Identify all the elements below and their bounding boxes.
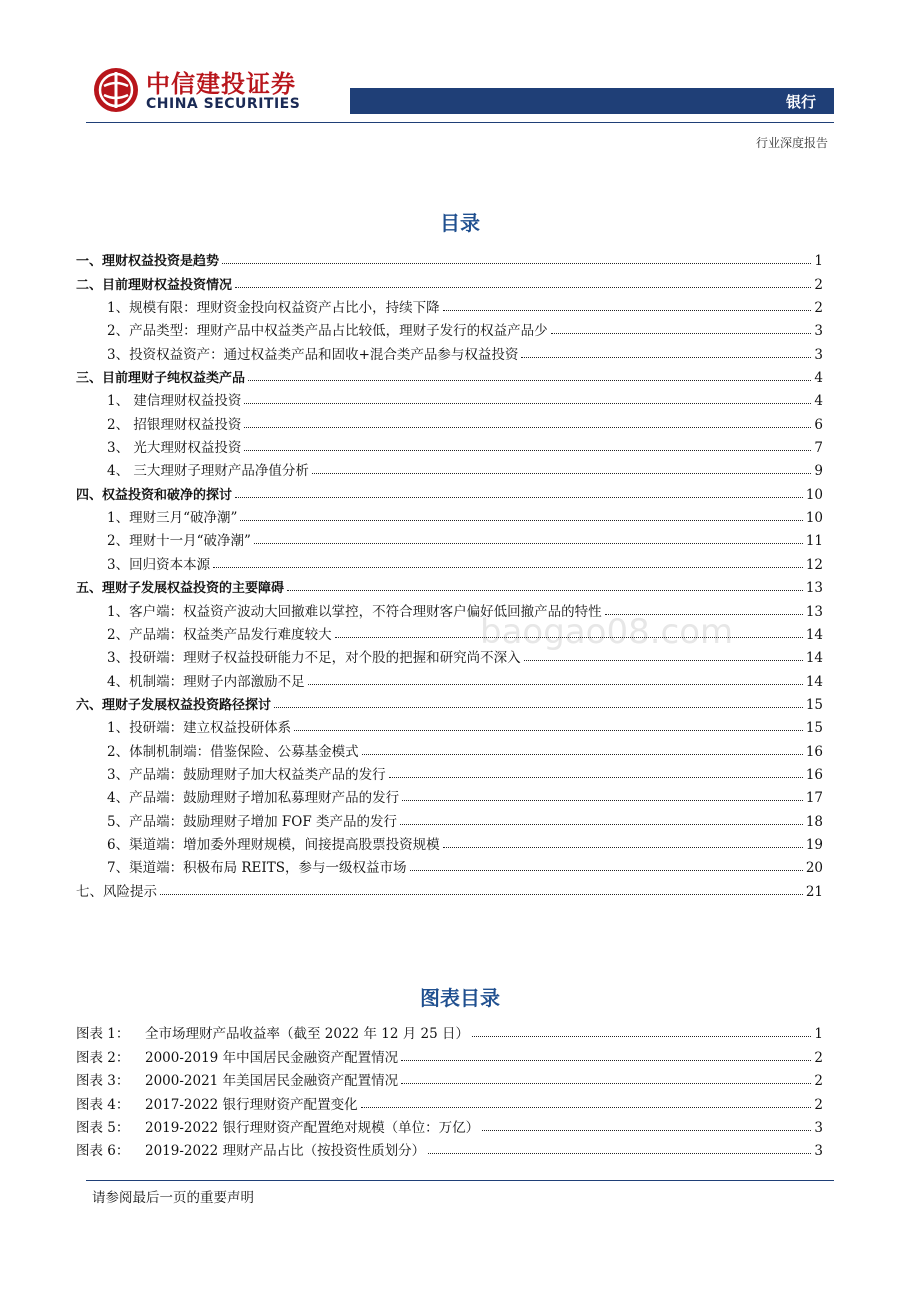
figure-entry[interactable] <box>76 1066 823 1089</box>
toc-entry[interactable] <box>76 643 823 666</box>
figure-dot-leader <box>472 1036 811 1037</box>
toc-page-number: 14 <box>805 650 823 667</box>
toc-dot-leader <box>248 380 811 381</box>
toc-entry[interactable] <box>76 830 823 853</box>
report-type: 行业深度报告 <box>755 136 828 150</box>
toc-entry[interactable] <box>76 339 823 362</box>
toc-entry[interactable] <box>76 573 823 596</box>
toc-dot-leader <box>312 473 812 474</box>
toc-entry[interactable] <box>76 456 823 479</box>
toc-dot-leader <box>410 870 803 871</box>
toc-entry[interactable] <box>76 549 823 572</box>
toc-entry[interactable] <box>76 246 823 269</box>
figure-dot-leader <box>482 1130 811 1131</box>
toc-entry-text: 3、 光大理财权益投资 <box>107 440 242 457</box>
toc-entry-text: 6、渠道端：增加委外理财规模，间接提高股票投资规模 <box>107 836 440 853</box>
toc-page-number: 18 <box>805 813 823 830</box>
toc-page-number: 15 <box>805 696 823 713</box>
figure-label: 图表 4： <box>76 1096 130 1113</box>
toc-page-number: 1 <box>814 253 823 270</box>
toc-page-number: 20 <box>805 860 823 877</box>
figure-title: 2019-2022 理财产品占比（按投资性质划分） <box>145 1143 426 1160</box>
toc-entry[interactable] <box>76 363 823 386</box>
toc-entry-text: 七、风险提示 <box>76 883 157 900</box>
toc-entry-text: 1、规模有限：理财资金投向权益资产占比小，持续下降 <box>107 300 440 317</box>
figure-title: 2017-2022 银行理财资产配置变化 <box>145 1096 358 1113</box>
toc-page-number: 19 <box>805 836 823 853</box>
toc-page-number: 12 <box>805 556 823 573</box>
figure-dot-leader <box>428 1153 811 1154</box>
figure-label: 图表 6： <box>76 1143 130 1160</box>
toc-dot-leader <box>389 777 803 778</box>
toc-entry-text: 3、投资权益资产：通过权益类产品和固收+混合类产品参与权益投资 <box>107 346 519 363</box>
china-securities-logo-icon <box>92 66 140 114</box>
toc-dot-leader <box>443 847 803 848</box>
toc-entry-text: 六、理财子发展权益投资路径探讨 <box>76 697 272 713</box>
sector-label: 银行 <box>785 93 816 111</box>
toc-entry-text: 四、权益投资和破净的探讨 <box>76 487 233 503</box>
toc-list <box>76 246 823 900</box>
toc-page-number: 6 <box>814 416 823 433</box>
toc-dot-leader <box>551 333 812 334</box>
toc-dot-leader <box>402 800 803 801</box>
toc-dot-leader <box>521 357 811 358</box>
toc-entry[interactable] <box>76 736 823 759</box>
figure-entry[interactable] <box>76 1019 823 1042</box>
footer-divider <box>86 1180 834 1181</box>
figure-dot-leader <box>401 1083 811 1084</box>
toc-dot-leader <box>400 824 803 825</box>
toc-entry-text: 3、投研端：理财子权益投研能力不足，对个股的把握和研究尚不深入 <box>107 650 521 667</box>
toc-page-number: 2 <box>814 300 823 317</box>
toc-entry[interactable] <box>76 479 823 502</box>
figure-page-number: 2 <box>814 1096 823 1113</box>
toc-entry-text: 1、投研端：建立权益投研体系 <box>107 720 292 737</box>
sector-band <box>350 88 834 114</box>
toc-page-number: 11 <box>805 533 823 550</box>
toc-page-number: 14 <box>805 626 823 643</box>
toc-page-number: 10 <box>805 486 823 503</box>
watermark: baogao08.com <box>480 612 734 652</box>
toc-entry-text: 7、渠道端：积极布局 REITS，参与一级权益市场 <box>107 860 407 877</box>
toc-dot-leader <box>335 637 803 638</box>
toc-dot-leader <box>235 287 811 288</box>
toc-dot-leader <box>443 310 812 311</box>
toc-page-number: 7 <box>814 440 823 457</box>
toc-entry-text: 五、理财子发展权益投资的主要障碍 <box>76 581 285 597</box>
toc-entry[interactable] <box>76 783 823 806</box>
page-header <box>0 0 920 150</box>
toc-page-number: 16 <box>805 743 823 760</box>
toc-page-number: 21 <box>805 883 823 900</box>
toc-entry[interactable] <box>76 853 823 876</box>
toc-entry-text: 2、产品端：权益类产品发行难度较大 <box>107 626 332 643</box>
toc-entry-text: 1、客户端：权益资产波动大回撤难以掌控，不符合理财客户偏好低回撤产品的特性 <box>107 603 602 620</box>
figure-dot-leader <box>361 1107 812 1108</box>
toc-entry-text: 2、体制机制端：借鉴保险、公募基金模式 <box>107 743 359 760</box>
toc-dot-leader <box>244 450 811 451</box>
toc-entry[interactable] <box>76 433 823 456</box>
toc-dot-leader <box>362 754 803 755</box>
toc-entry[interactable] <box>76 409 823 432</box>
toc-entry[interactable] <box>76 876 823 899</box>
toc-page-number: 13 <box>805 580 823 597</box>
toc-page-number: 10 <box>805 510 823 527</box>
toc-entry-text: 2、理财十一月“破净潮” <box>107 533 251 550</box>
toc-dot-leader <box>222 263 811 264</box>
toc-page-number: 2 <box>814 276 823 293</box>
logo-english-name: CHINA SECURITIES <box>146 96 301 112</box>
figure-dot-leader <box>401 1060 811 1061</box>
toc-page-number: 4 <box>814 370 823 387</box>
toc-entry[interactable] <box>76 269 823 292</box>
toc-entry[interactable] <box>76 503 823 526</box>
toc-dot-leader <box>524 660 803 661</box>
toc-entry-text: 4、产品端：鼓励理财子增加私募理财产品的发行 <box>107 790 400 807</box>
figure-entry[interactable] <box>76 1042 823 1065</box>
toc-page-number: 4 <box>814 393 823 410</box>
toc-page-number: 3 <box>814 346 823 363</box>
toc-page-number: 14 <box>805 673 823 690</box>
toc-entry[interactable] <box>76 806 823 829</box>
toc-page-number: 9 <box>814 463 823 480</box>
toc-page-number: 3 <box>814 323 823 340</box>
figure-page-number: 2 <box>814 1049 823 1066</box>
figure-title: 2000-2021 年美国居民金融资产配置情况 <box>145 1073 399 1090</box>
toc-entry[interactable] <box>76 620 823 643</box>
toc-entry[interactable] <box>76 760 823 783</box>
toc-entry-text: 一、理财权益投资是趋势 <box>76 254 220 270</box>
toc-dot-leader <box>240 520 802 521</box>
toc-page-number: 17 <box>805 790 823 807</box>
figure-label: 图表 2： <box>76 1049 130 1066</box>
toc-title: 目录 <box>440 211 480 235</box>
toc-entry-text: 3、回归资本本源 <box>107 556 211 573</box>
figure-page-number: 3 <box>814 1143 823 1160</box>
figures-title: 图表目录 <box>420 986 500 1010</box>
toc-entry[interactable] <box>76 526 823 549</box>
toc-entry-text: 三、目前理财子纯权益类产品 <box>76 371 246 387</box>
toc-entry-text: 2、 招银理财权益投资 <box>107 416 242 433</box>
toc-entry[interactable] <box>76 316 823 339</box>
toc-entry[interactable] <box>76 596 823 619</box>
toc-entry-text: 1、 建信理财权益投资 <box>107 393 242 410</box>
figure-title: 2000-2019 年中国居民金融资产配置情况 <box>145 1049 399 1066</box>
toc-entry-text: 4、 三大理财子理财产品净值分析 <box>107 463 309 480</box>
figure-title: 全市场理财产品收益率（截至 2022 年 12 月 25 日） <box>145 1026 469 1043</box>
toc-dot-leader <box>254 543 803 544</box>
toc-dot-leader <box>160 894 803 895</box>
figure-entry[interactable] <box>76 1136 823 1159</box>
header-divider <box>86 122 834 123</box>
toc-entry-text: 5、产品端：鼓励理财子增加 FOF 类产品的发行 <box>107 813 397 830</box>
toc-dot-leader <box>287 590 803 591</box>
toc-dot-leader <box>244 403 811 404</box>
toc-entry-text: 2、产品类型：理财产品中权益类产品占比较低，理财子发行的权益产品少 <box>107 323 548 340</box>
toc-page-number: 16 <box>805 766 823 783</box>
figure-page-number: 3 <box>814 1119 823 1136</box>
toc-entry[interactable] <box>76 690 823 713</box>
figure-entry[interactable] <box>76 1113 823 1136</box>
toc-dot-leader <box>213 567 803 568</box>
logo-chinese-name: 中信建投证券 <box>146 70 296 98</box>
toc-dot-leader <box>308 684 803 685</box>
toc-dot-leader <box>235 497 803 498</box>
toc-dot-leader <box>294 730 803 731</box>
toc-entry-text: 3、产品端：鼓励理财子加大权益类产品的发行 <box>107 766 386 783</box>
figure-page-number: 2 <box>814 1073 823 1090</box>
toc-page-number: 15 <box>805 720 823 737</box>
toc-entry[interactable] <box>76 386 823 409</box>
toc-dot-leader <box>274 707 803 708</box>
figure-label: 图表 3： <box>76 1073 130 1090</box>
toc-entry-text: 二、目前理财权益投资情况 <box>76 277 233 293</box>
toc-entry-text: 1、理财三月“破净潮” <box>107 510 238 527</box>
toc-dot-leader <box>605 614 803 615</box>
figures-list <box>76 1019 823 1159</box>
toc-page-number: 13 <box>805 603 823 620</box>
toc-entry[interactable] <box>76 293 823 316</box>
figure-page-number: 1 <box>814 1026 823 1043</box>
toc-dot-leader <box>244 427 811 428</box>
figure-label: 图表 5： <box>76 1119 130 1136</box>
footer-disclaimer: 请参阅最后一页的重要声明 <box>92 1190 254 1206</box>
toc-entry[interactable] <box>76 666 823 689</box>
toc-entry-text: 4、机制端：理财子内部激励不足 <box>107 673 305 690</box>
figure-title: 2019-2022 银行理财资产配置绝对规模（单位：万亿） <box>145 1119 480 1136</box>
toc-entry[interactable] <box>76 713 823 736</box>
figure-entry[interactable] <box>76 1089 823 1112</box>
figure-label: 图表 1： <box>76 1026 130 1043</box>
